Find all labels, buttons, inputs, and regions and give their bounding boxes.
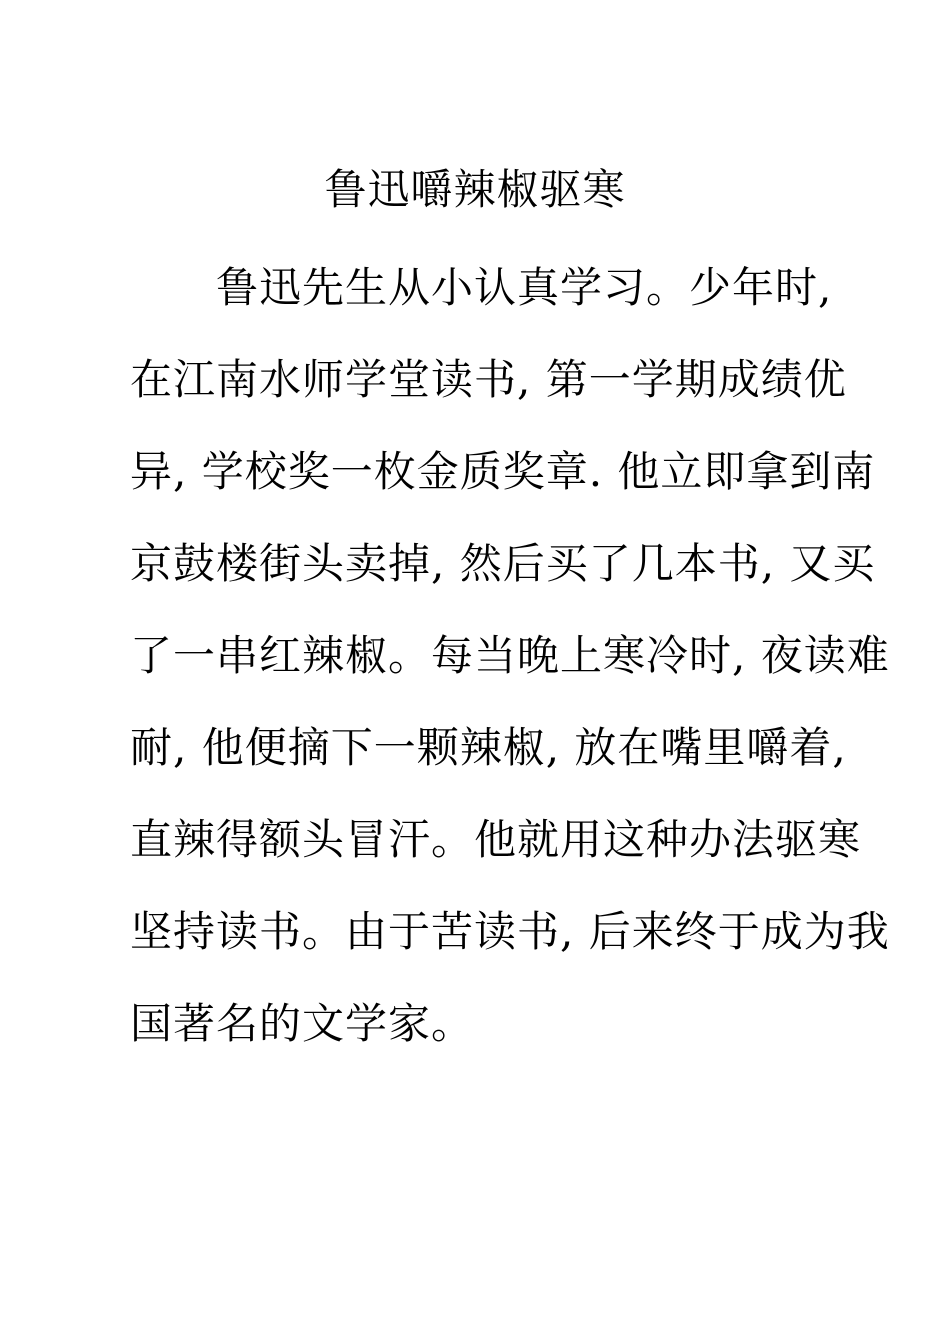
document-title: 鲁迅嚼辣椒驱寒 xyxy=(324,165,626,214)
paragraph-line: 异, 学校奖一枚金质奖章. 他立即拿到南 xyxy=(130,447,876,496)
paragraph-line: 直辣得额头冒汗。他就用这种办法驱寒 xyxy=(130,815,862,864)
paragraph-line: 在江南水师学堂读书, 第一学期成绩优 xyxy=(130,355,847,404)
paragraph-line: 国著名的文学家。 xyxy=(130,999,475,1048)
paragraph-line: 鲁迅先生从小认真学习。少年时, xyxy=(216,263,833,312)
paragraph-line: 京鼓楼街头卖掉, 然后买了几本书, 又买 xyxy=(130,539,876,588)
paragraph-line: 耐, 他便摘下一颗辣椒, 放在嘴里嚼着, xyxy=(130,723,847,772)
paragraph-line: 坚持读书。由于苦读书, 后来终于成为我 xyxy=(130,907,890,956)
paragraph-line: 了一串红辣椒。每当晚上寒冷时, 夜读难 xyxy=(130,631,890,680)
